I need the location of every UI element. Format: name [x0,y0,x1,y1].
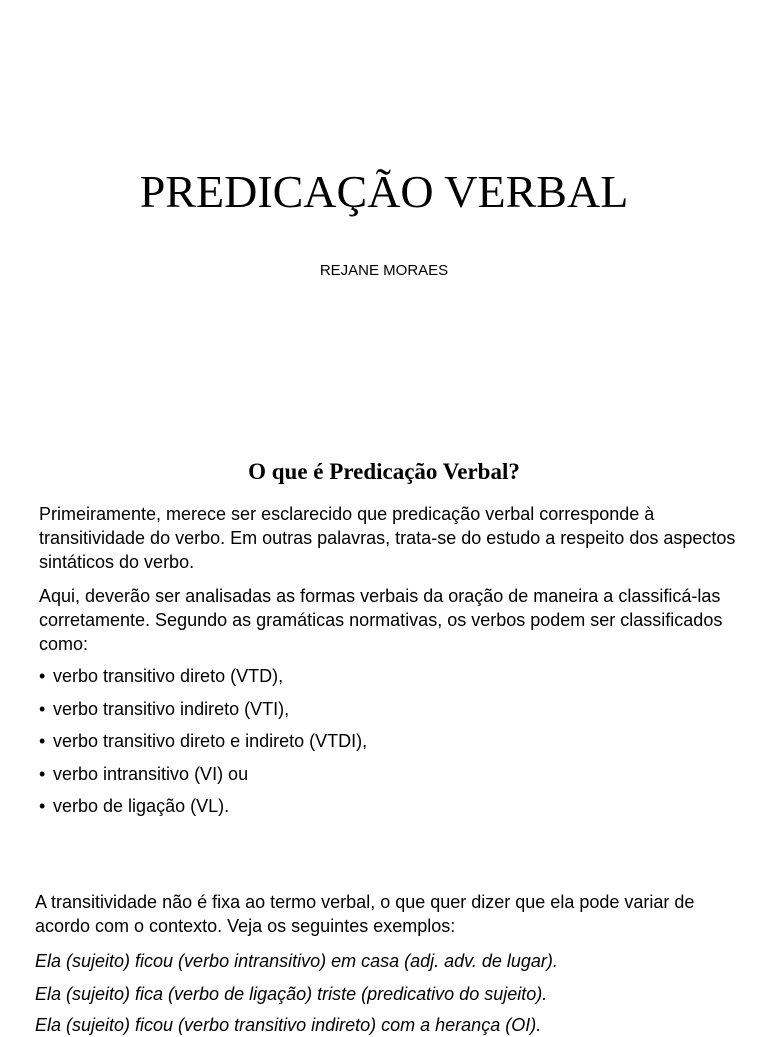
intro-paragraph: Primeiramente, merece ser esclarecido que predicação verbal corresponde à transitividade do verbo. Em outras palavras, trata-se do estudo a respeito dos aspectos sintáticos do verbo. [39,504,736,572]
list-item-label: verbo intransitivo (VI) ou [53,763,249,784]
example-sentence: Ela (sujeito) fica (verbo de ligação) triste (predicativo do sujeito). [35,984,548,1004]
example-sentence: Ela (sujeito) ficou (verbo transitivo indireto) com a herança (OI). [35,1015,542,1035]
title-slide [0,0,768,414]
bullet-icon: • [39,666,46,686]
presentation-title: PREDICAÇÃO VERBAL [139,166,629,217]
list-item-label: verbo transitivo direto e indireto (VTDI), [53,731,368,751]
list-item [39,729,749,762]
list-item-label: verbo transitivo indireto (VTI), [53,698,290,719]
list-item-label: verbo de ligação (VL). [53,796,230,816]
list-item [39,762,749,795]
definition-slide [0,414,768,848]
section-heading: O que é Predicação Verbal? [248,459,520,484]
bullet-icon: • [39,731,46,751]
bullet-icon: • [39,796,46,816]
examples-slide [0,848,768,1035]
verb-type-list [39,664,749,827]
list-item [39,794,749,827]
bullet-icon: • [39,698,46,719]
example-sentence: Ela (sujeito) ficou (verbo intransitivo) em casa (adj. adv. de lugar). [35,951,558,971]
list-item [39,664,749,697]
list-item-label: verbo transitivo direto (VTD), [53,666,284,686]
list-item [39,697,749,730]
author-name: REJANE MORAES [319,262,449,279]
transitivity-paragraph: A transitividade não é fixa ao termo verbal, o que quer dizer que ela pode variar de acordo com o contexto. Veja os seguintes exemplos: [35,892,695,936]
classification-paragraph: Aqui, deverão ser analisadas as formas verbais da oração de maneira a classificá-las corretamente. Segundo as gramáticas normativas, os verbos podem ser classificados como: [39,586,723,654]
bullet-icon: • [39,763,46,784]
